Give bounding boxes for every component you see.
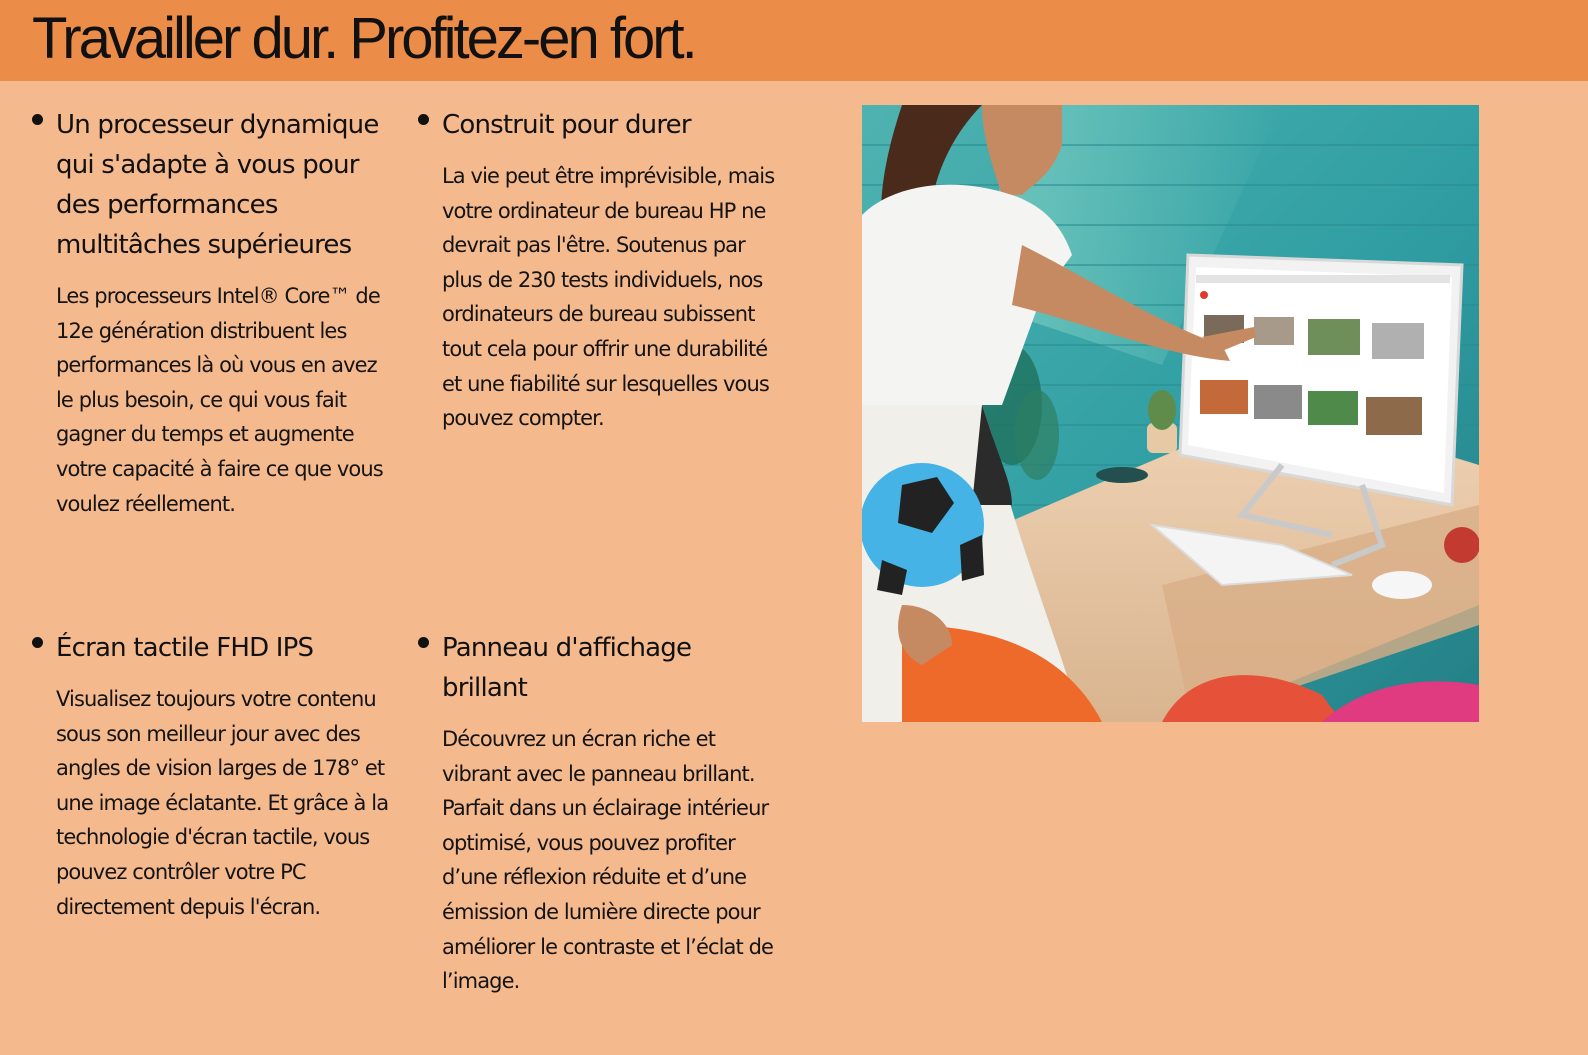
feature-touchscreen xyxy=(32,628,392,924)
mouse xyxy=(1372,571,1432,599)
bowl xyxy=(1096,467,1148,483)
red-object xyxy=(1444,527,1479,563)
bullet-icon xyxy=(32,637,43,648)
feature-glossy-panel xyxy=(418,628,778,999)
feature-title: Un processeur dynamique qui s'adapte à vous pour des performances multitâches supérieures xyxy=(56,110,379,260)
feature-durability xyxy=(418,105,778,436)
feature-title: Panneau d'affichage brillant xyxy=(442,633,692,703)
bullet-icon xyxy=(32,114,43,125)
page-title: Travailler dur. Profitez-en fort. xyxy=(32,6,695,71)
product-illustration xyxy=(862,105,1479,722)
feature-description: La vie peut être imprévisible, mais votre ordinateur de bureau HP ne devrait pas l'être. Soutenus par plus de 230 tests individuels, nos ordinateurs de bureau subissent tout cela pour offrir une durabilité et une fiabilité sur lesquelles vous pouvez compter. xyxy=(442,164,775,431)
header-banner xyxy=(0,0,1588,81)
feature-description: Visualisez toujours votre contenu sous son meilleur jour avec des angles de vision larges de 178° et une image éclatante. Et grâce à la technologie d'écran tactile, vous pouvez contrôler votre PC directement depuis l'écran. xyxy=(56,687,389,919)
feature-title: Écran tactile FHD IPS xyxy=(56,633,314,663)
feature-title: Construit pour durer xyxy=(442,110,691,140)
feature-processor xyxy=(32,105,392,521)
bullet-icon xyxy=(418,114,429,125)
product-photo xyxy=(862,105,1479,722)
feature-description: Les processeurs Intel® Core™ de 12e génération distribuent les performances là où vous en avez le plus besoin, ce qui vous fait gagner du temps et augmente votre capacité à faire ce que vous voulez réellement. xyxy=(56,284,383,516)
bullet-icon xyxy=(418,637,429,648)
feature-description: Découvrez un écran riche et vibrant avec le panneau brillant. Parfait dans un éclairage intérieur optimisé, vous pouvez profiter d’une réflexion réduite et d’une émission de lumière directe pour améliorer le contraste et l’éclat de l’image. xyxy=(442,727,774,994)
soccer-ball xyxy=(862,463,984,595)
